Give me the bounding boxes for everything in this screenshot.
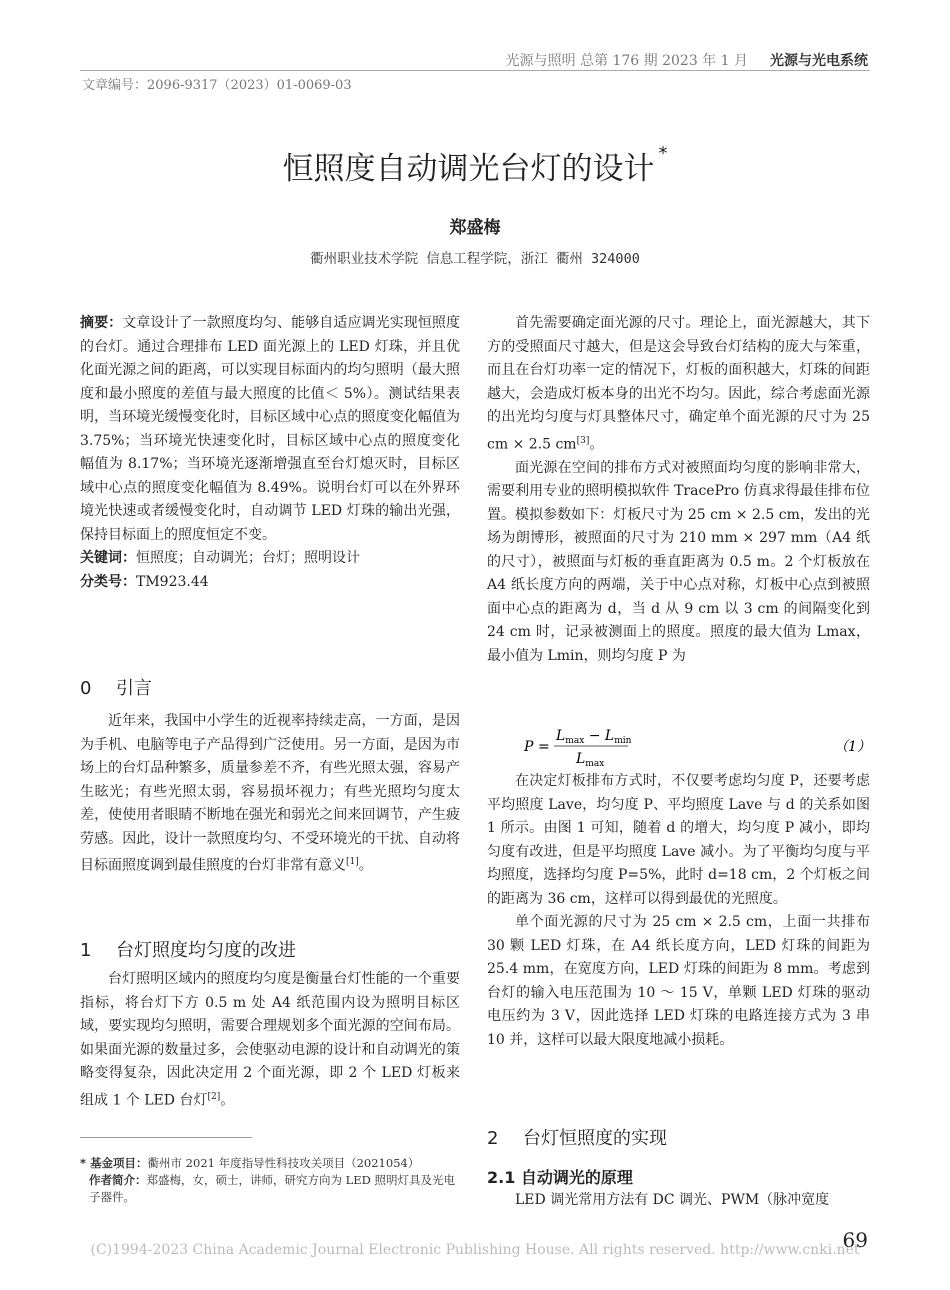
- paper-title-text: 恒照度自动调光台灯的设计: [282, 151, 655, 187]
- section-0-heading: [80, 674, 460, 700]
- section-0-body: [80, 710, 460, 878]
- classification-text: TM923.44: [136, 573, 209, 590]
- section-1-paragraph: [80, 968, 460, 1113]
- journal-header: [506, 50, 868, 70]
- header-rule: [80, 70, 870, 71]
- abstract-text: 文章设计了一款照度均匀、能够自适应调光实现恒照度的台灯。通过合理排布 LED 面光源上的 LED 灯珠，并且优化面光源之间的距离，可以实现目标面内的均匀照明（最大照度和最小照度的差值与最大照度的比值＜ 5%）。测试结果表明，当环境光缓慢变化时，目标区域中心点的照度变化幅值为 3.75%；当环境光快速变化时，目标区域中心点的照度变化幅值为 8.17%；当环境光逐渐增强直至台灯熄灭时，目标区域中心点的照度变化幅值为 8.49%。说明台灯可以在外界环境光快速或者缓慢变化时，自动调节 LED 灯珠的输出光强，保持目标面上的照度恒定不变。: [80, 315, 461, 543]
- right-paragraph-4: 单个面光源的尺寸为 25 cm × 2.5 cm，上面一共排布 30 颗 LED 灯珠，在 A4 纸长度方向，LED 灯珠的间距为 25.4 mm，在宽度方向，LED 灯珠的间距为 8 mm。考虑到台灯的输入电压范围为 10 ～ 15 V，单颗 LED 灯珠的驱动电压约为 3 V，因此选择 LED 灯珠的电路连接方式为 3 串 10 并，这样可以最大限度地减小损耗。: [487, 914, 870, 1048]
- classification-label: 分类号：: [80, 573, 136, 590]
- paper-title: [0, 143, 950, 188]
- classification: [80, 571, 460, 595]
- section-1-end: 。: [220, 1092, 235, 1109]
- column-name: 光源与光电系统: [770, 53, 868, 69]
- section-1-number: 1: [80, 940, 92, 961]
- author-name: 郑盛梅: [449, 218, 501, 238]
- page-number: 69: [842, 1228, 868, 1252]
- footnotes: [80, 1155, 465, 1206]
- section-2-title: 台灯恒照度的实现: [523, 1128, 667, 1149]
- journal-info: 光源与照明 总第 176 期 2023 年 1 月: [505, 53, 748, 69]
- article-number: 文章编号：2096-9317（2023）01-0069-03: [82, 78, 352, 93]
- ref-1: [1]: [346, 857, 359, 867]
- ref-2: [2]: [207, 1091, 221, 1102]
- cnki-copyright-watermark: (C)1994-2023 China Academic Journal Electronic Publishing House. All rights reserved. http://www.cnki.net: [90, 1242, 860, 1258]
- bio-label: 作者简介：: [89, 1173, 147, 1187]
- section-1-body: [80, 968, 460, 1113]
- subsection-2-1-body: [487, 1189, 870, 1213]
- section-1-title: 台灯照度均匀度的改进: [116, 940, 296, 961]
- equation-number: （1）: [834, 739, 871, 755]
- section-1-text: 台灯照明区域内的照度均匀度是衡量台灯性能的一个重要指标，将台灯下方 0.5 m 处 A4 纸范围内设为照明目标区域，要实现均匀照明，需要合理规划多个面光源的空间布局。如果面光源的数量过多，会使驱动电源的设计和自动调光的策略变得复杂，因此决定用 2 个面光源，即 2 个 LED 灯板来组成 1 个 LED 台灯: [80, 971, 460, 1109]
- formula-numerator: $L_{max} - L_{min}$: [556, 728, 632, 746]
- section-0-paragraph: [80, 710, 460, 878]
- section-0-text: 近年来，我国中小学生的近视率持续走高，一方面，是因为手机、电脑等电子产品得到广泛使用。另一方面，是因为市场上的台灯品种繁多，质量参差不齐，有些光照太强，容易产生眩光；有些光照太弱，容易损坏视力；有些光照均匀度太差，使使用者眼睛不断地在强光和弱光之间来回调节，产生疲劳感。因此，设计一款照度均匀、不受环境光的干扰、自动将目标面照度调到最佳照度的台灯非常有意义: [80, 713, 460, 874]
- section-2-heading: [487, 1124, 870, 1150]
- abstract-block: [80, 312, 460, 594]
- right-column-bottom: [487, 770, 870, 1052]
- ref-3: [3]: [576, 435, 590, 446]
- title-footnote-mark: *: [658, 143, 668, 164]
- section-0-end: 。: [358, 857, 373, 874]
- formula-equals: =: [538, 739, 550, 755]
- right-column-top: [487, 312, 870, 668]
- bio-text: 郑盛梅，女，硕士，讲师，研究方向为 LED 照明灯具及光电子器件。: [89, 1173, 456, 1204]
- fund-note: [80, 1155, 465, 1172]
- fund-label: * 基金项目：: [80, 1156, 148, 1170]
- equation-1: [522, 724, 872, 768]
- subsection-2-1-heading: [487, 1165, 870, 1188]
- section-0-number: 0: [80, 678, 92, 699]
- section-2-number: 2: [487, 1128, 499, 1149]
- affiliation: 衢州职业技术学院 信息工程学院，浙江 衢州 324000: [310, 251, 640, 267]
- right-paragraph-1-text: 首先需要确定面光源的尺寸。理论上，面光源越大，其下方的受照面尺寸越大，但是这会导致台灯结构的庞大与笨重，而且在台灯功率一定的情况下，灯板的面积越大，灯珠的间距越大，会造成灯板本身的出光不均匀。因此，综合考虑面光源的出光均匀度与灯具整体尺寸，确定单个面光源的尺寸为 25 cm × 2.5 cm: [487, 315, 870, 453]
- right-paragraph-2: 面光源在空间的排布方式对被照面均匀度的影响非常大，需要利用专业的照明模拟软件 TracePro 仿真求得最佳排布位置。模拟参数如下：灯板尺寸为 25 cm × 2.5 cm，发出的光场为朗博形，被照面的尺寸为 210 mm × 297 mm（A4 纸的尺寸），被照面与灯板的垂直距离为 0.5 m。2 个灯板放在 A4 纸长度方向的两端，关于中心点对称，灯板中心点到被照面中心点的距离为 d，当 d 从 9 cm 以 3 cm 的间隔变化到 24 cm 时，记录被测面上的照度。照度的最大值为 Lmax，最小值为 Lmin，则均匀度 P 为: [487, 459, 870, 664]
- right-paragraph-1: [487, 312, 870, 457]
- subsection-2-1-title: 自动调光的原理: [520, 1168, 633, 1187]
- right-paragraph-3: 在决定灯板排布方式时，不仅要考虑均匀度 P，还要考虑平均照度 Lave，均匀度 P、平均照度 Lave 与 d 的关系如图 1 所示。由图 1 可知，随着 d 的增大，均匀度 P 减小，即均匀度有改进，但是平均照度 Lave 减小。为了平衡均匀度与平均照度，选择均匀度 P=5%，此时 d=18 cm，2 个灯板之间的距离为 36 cm，这样可以得到最优的光照度。: [487, 773, 870, 907]
- formula-denominator: $L_{max}$: [576, 751, 605, 768]
- subsection-2-1-paragraph: LED 调光常用方法有 DC 调光、PWM（脉冲宽度: [515, 1192, 830, 1208]
- abstract: [80, 312, 460, 547]
- keywords: [80, 547, 460, 571]
- right-paragraph-1-end: 。: [589, 436, 604, 453]
- section-0-title: 引言: [116, 678, 152, 699]
- keywords-label: 关键词：: [80, 550, 136, 566]
- keywords-text: 恒照度；自动调光；台灯；照明设计: [136, 550, 360, 566]
- section-1-heading: [80, 936, 460, 962]
- subsection-2-1-number: 2.1: [487, 1168, 516, 1187]
- fund-text: 衢州市 2021 年度指导性科技攻关项目（2021054）: [147, 1156, 420, 1170]
- author-bio: [80, 1172, 465, 1206]
- formula-lhs: P: [524, 739, 534, 755]
- footnote-rule: [80, 1137, 252, 1138]
- abstract-label: 摘要：: [80, 315, 123, 331]
